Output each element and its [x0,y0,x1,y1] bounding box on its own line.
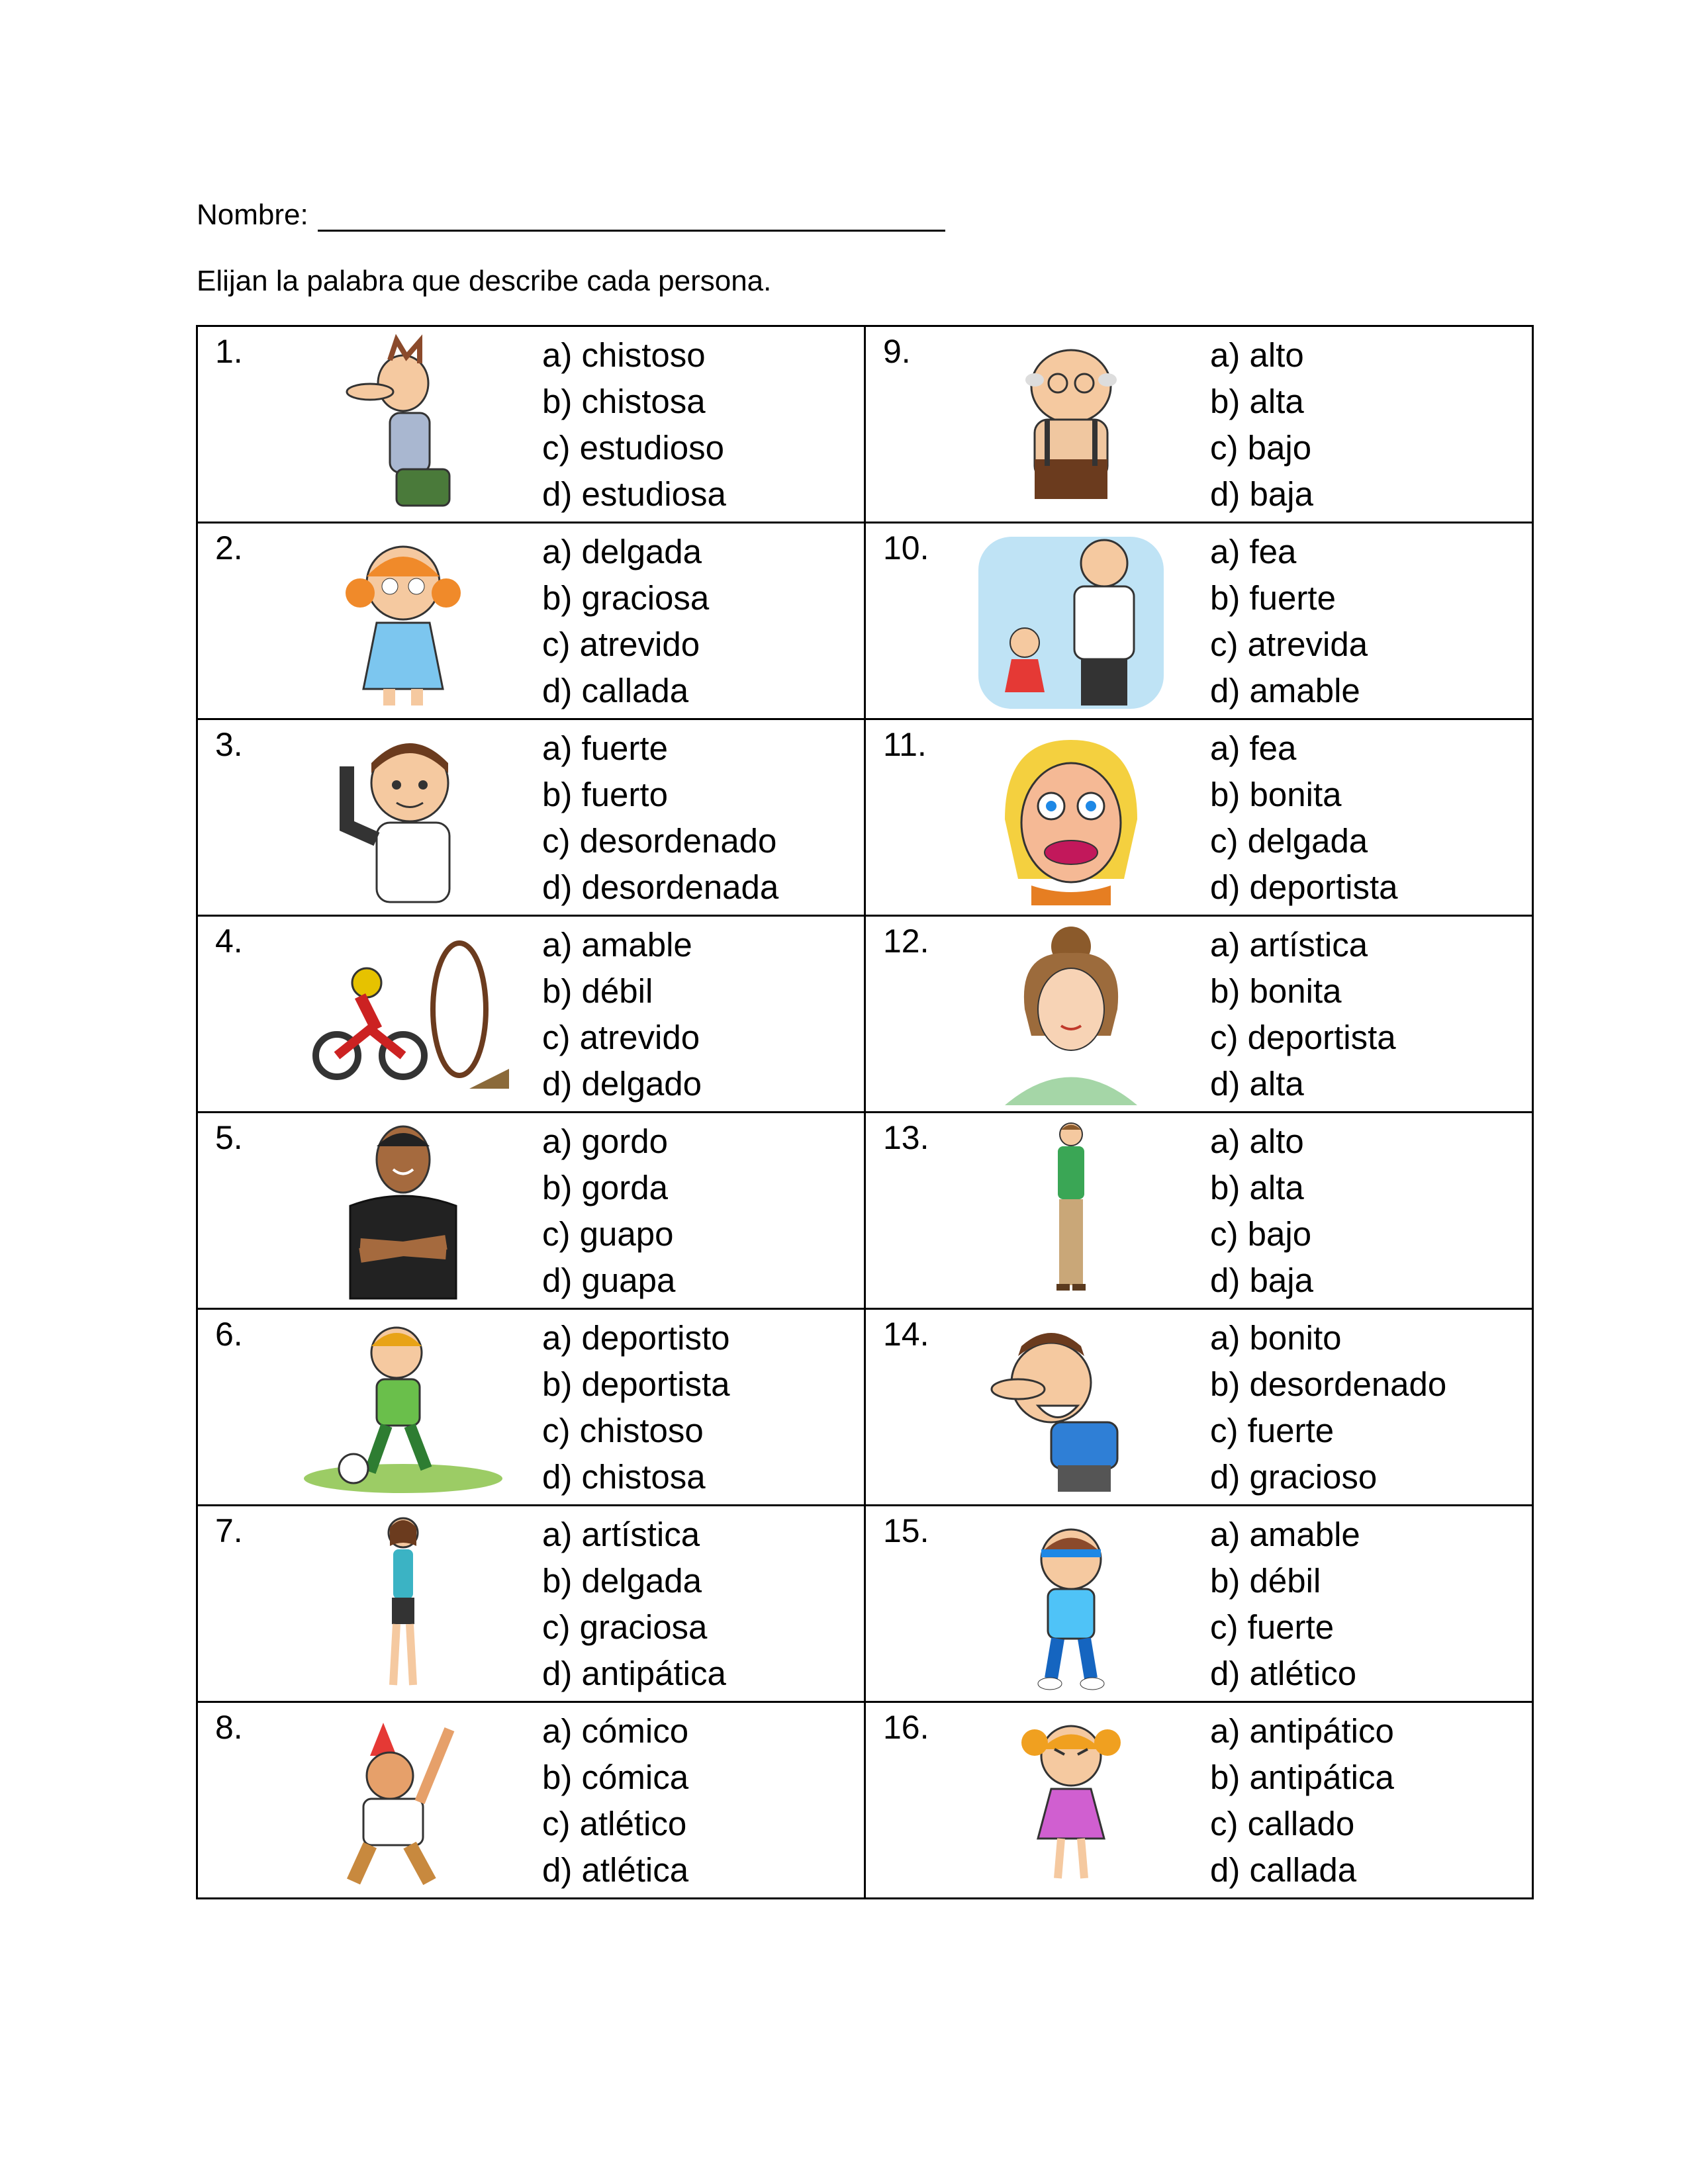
answer-options [1210,922,1396,1107]
answer-option[interactable]: b) alta [1210,383,1304,420]
answer-option[interactable]: a) fuerte [542,729,668,767]
answer-option[interactable]: c) atrevido [542,1019,700,1056]
slim-woman-cartoon [297,1513,509,1696]
answer-option[interactable]: a) artística [1210,926,1368,964]
answer-option[interactable]: c) fuerte [1210,1608,1335,1646]
question-number: 5. [215,1119,243,1156]
answer-option[interactable]: b) bonita [1210,972,1342,1010]
question-number: 16. [883,1709,929,1746]
instructions: Elijan la palabra que describe cada persona. [197,265,772,297]
question-cell [197,1506,865,1702]
question-number: 15. [883,1512,929,1549]
answer-option[interactable]: d) baja [1210,475,1313,513]
laughing-man-cartoon [965,1316,1177,1499]
answer-option[interactable]: a) bonito [1210,1319,1342,1357]
answer-option[interactable]: b) chistosa [542,383,706,420]
question-number: 2. [215,529,243,567]
answer-option[interactable]: c) graciosa [542,1608,708,1646]
answer-options [1210,1315,1446,1500]
answer-option[interactable]: c) atlético [542,1805,687,1843]
short-old-man-cartoon [965,334,1177,516]
man-and-girl-flower-cartoon [965,530,1177,713]
question-number: 11. [883,726,927,763]
answer-option[interactable]: d) gracioso [1210,1458,1378,1496]
answer-option[interactable]: c) bajo [1210,1215,1312,1253]
answer-option[interactable]: c) bajo [1210,429,1312,467]
answer-option[interactable]: b) bonita [1210,776,1342,813]
question-row [197,326,1533,523]
question-cell [197,1113,865,1309]
answer-option[interactable]: a) cómico [542,1712,689,1750]
answer-option[interactable]: d) atlético [1210,1655,1357,1692]
quiz-table [196,325,1534,1899]
answer-option[interactable]: c) fuerte [1210,1412,1335,1449]
man-crossed-arms-cartoon [297,1120,509,1302]
answer-option[interactable]: d) baja [1210,1261,1313,1299]
answer-option[interactable]: b) delgada [542,1562,702,1600]
question-cell [197,1702,865,1899]
motorcycle-jump-cartoon [297,923,509,1106]
question-row [197,719,1533,916]
answer-option[interactable]: a) fea [1210,533,1297,570]
answer-option[interactable]: d) guapa [542,1261,676,1299]
question-row [197,1309,1533,1506]
answer-option[interactable]: c) callado [1210,1805,1355,1843]
question-row [197,523,1533,719]
answer-option[interactable]: b) cómica [542,1758,689,1796]
question-cell [197,719,865,916]
answer-option[interactable]: d) chistosa [542,1458,706,1496]
answer-option[interactable]: d) alta [1210,1065,1304,1103]
question-cell [865,916,1533,1113]
answer-option[interactable]: a) amable [1210,1516,1360,1553]
question-cell [865,1113,1533,1309]
answer-option[interactable]: c) estudioso [542,429,724,467]
tall-man-cartoon [965,1120,1177,1302]
answer-option[interactable]: a) deportisto [542,1319,730,1357]
question-cell [865,523,1533,719]
answer-option[interactable]: d) deportista [1210,868,1398,906]
answer-options [542,922,702,1107]
question-row [197,1113,1533,1309]
question-number: 6. [215,1316,243,1353]
question-number: 1. [215,333,243,370]
question-row [197,1506,1533,1702]
answer-option[interactable]: b) débil [542,972,653,1010]
question-number: 13. [883,1119,929,1156]
answer-option[interactable]: b) débil [1210,1562,1321,1600]
answer-option[interactable]: a) alto [1210,1122,1304,1160]
answer-option[interactable]: d) estudiosa [542,475,726,513]
answer-option[interactable]: d) callada [1210,1851,1357,1889]
question-number: 3. [215,726,243,763]
answer-option[interactable]: b) gorda [542,1169,668,1206]
answer-options [1210,725,1398,911]
answer-option[interactable]: b) alta [1210,1169,1304,1206]
question-cell [865,1506,1533,1702]
strong-boy-cartoon [297,727,509,909]
answer-option[interactable]: a) amable [542,926,692,964]
answer-option[interactable]: d) delgado [542,1065,702,1103]
question-cell [865,326,1533,523]
distressed-man-cartoon [297,334,509,516]
pretty-woman-cartoon [965,923,1177,1106]
question-number: 7. [215,1512,243,1549]
answer-option[interactable]: a) alto [1210,336,1304,374]
boy-soccer-cartoon [297,1316,509,1499]
answer-option[interactable]: a) fea [1210,729,1297,767]
answer-option[interactable]: b) antipática [1210,1758,1394,1796]
answer-option[interactable]: c) chistoso [542,1412,704,1449]
answer-options [1210,1118,1313,1304]
name-field[interactable] [197,199,945,232]
answer-option[interactable]: b) deportista [542,1365,730,1403]
answer-options [1210,1512,1360,1697]
question-cell [865,1702,1533,1899]
answer-option[interactable]: c) guapo [542,1215,674,1253]
question-row [197,916,1533,1113]
answer-options [542,529,709,714]
party-man-cartoon [297,1709,509,1892]
question-number: 9. [883,333,911,370]
answer-option[interactable]: d) desordenada [542,868,779,906]
answer-option[interactable]: a) chistoso [542,336,706,374]
question-number: 14. [883,1316,929,1353]
answer-option[interactable]: d) amable [1210,672,1360,709]
angry-girl-cartoon [965,1709,1177,1892]
question-number: 8. [215,1709,243,1746]
answer-option[interactable]: c) atrevido [542,625,700,663]
answer-option[interactable]: d) atlética [542,1851,689,1889]
answer-option[interactable]: b) fuerte [1210,579,1336,617]
question-number: 4. [215,923,243,960]
answer-options [542,1118,675,1304]
answer-option[interactable]: d) antipática [542,1655,726,1692]
question-cell [197,1309,865,1506]
question-cell [197,523,865,719]
name-blank-line[interactable] [318,203,945,232]
answer-options [1210,529,1368,714]
question-cell [197,916,865,1113]
answer-option[interactable]: c) atrevida [1210,625,1368,663]
answer-option[interactable]: d) callada [542,672,689,709]
name-label: Nombre: [197,199,308,231]
answer-options [542,725,778,911]
quiet-girl-cartoon [297,530,509,713]
answer-option[interactable]: a) artística [542,1516,700,1553]
answer-options [542,1512,726,1697]
answer-options [542,332,726,518]
answer-options [542,1315,730,1500]
athletic-boy-cartoon [965,1513,1177,1696]
question-cell [197,326,865,523]
answer-option[interactable]: a) delgada [542,533,702,570]
answer-option[interactable]: b) fuerto [542,776,668,813]
answer-option[interactable]: c) desordenado [542,822,777,860]
answer-options [1210,1708,1394,1893]
answer-options [542,1708,688,1893]
answer-options [1210,332,1313,518]
ugly-woman-cartoon [965,727,1177,909]
answer-option[interactable]: b) graciosa [542,579,710,617]
question-number: 10. [883,529,929,567]
question-number: 12. [883,923,929,960]
answer-option[interactable]: c) delgada [1210,822,1368,860]
question-row [197,1702,1533,1899]
question-cell [865,1309,1533,1506]
answer-option[interactable]: a) gordo [542,1122,668,1160]
answer-option[interactable]: b) desordenado [1210,1365,1447,1403]
answer-option[interactable]: a) antipático [1210,1712,1394,1750]
question-cell [865,719,1533,916]
answer-option[interactable]: c) deportista [1210,1019,1396,1056]
